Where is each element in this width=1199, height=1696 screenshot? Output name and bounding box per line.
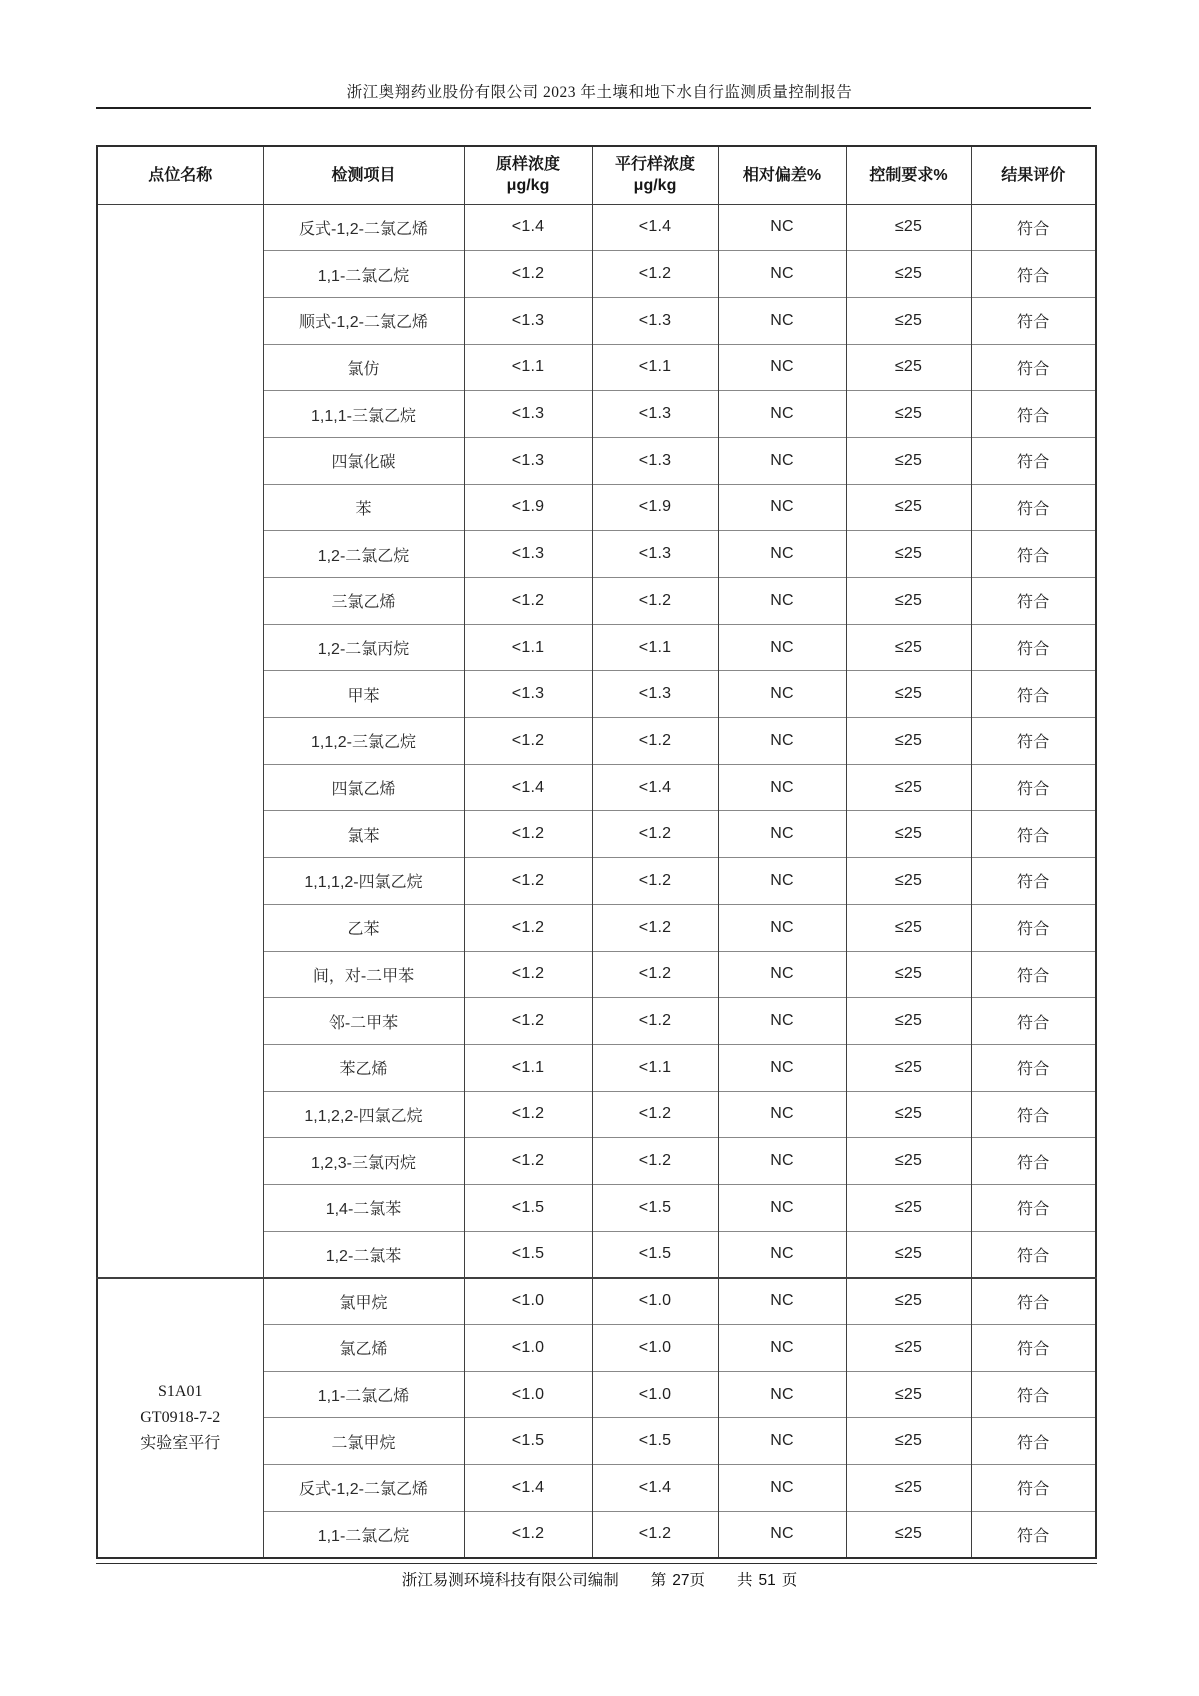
item-cell: 1,1,1-三氯乙烷 (263, 391, 464, 438)
parallel-concentration-cell: <1.0 (592, 1325, 718, 1372)
parallel-concentration-cell: <1.3 (592, 391, 718, 438)
original-concentration-cell: <1.3 (464, 531, 592, 578)
control-requirement-cell: ≤25 (846, 998, 971, 1045)
parallel-concentration-cell: <1.3 (592, 671, 718, 718)
control-requirement-cell: ≤25 (846, 764, 971, 811)
relative-deviation-cell: NC (718, 1044, 846, 1091)
parallel-concentration-cell: <1.3 (592, 437, 718, 484)
parallel-concentration-cell: <1.4 (592, 764, 718, 811)
relative-deviation-cell: NC (718, 1371, 846, 1418)
parallel-concentration-cell: <1.1 (592, 624, 718, 671)
parallel-concentration-cell: <1.1 (592, 344, 718, 391)
original-concentration-cell: <1.4 (464, 764, 592, 811)
col-header-control-requirement: 控制要求% (846, 146, 971, 204)
result-evaluation-cell: 符合 (971, 1044, 1096, 1091)
control-requirement-cell: ≤25 (846, 718, 971, 765)
control-requirement-cell: ≤25 (846, 1418, 971, 1465)
item-cell: 1,1-二氯乙烷 (263, 251, 464, 298)
col-header-point-name: 点位名称 (97, 146, 263, 204)
result-evaluation-cell: 符合 (971, 1465, 1096, 1512)
original-concentration-cell: <1.4 (464, 204, 592, 251)
original-concentration-cell: <1.3 (464, 297, 592, 344)
relative-deviation-cell: NC (718, 811, 846, 858)
footer-divider (96, 1563, 1097, 1564)
parallel-concentration-cell: <1.9 (592, 484, 718, 531)
item-cell: 1,1-二氯乙烷 (263, 1511, 464, 1558)
control-requirement-cell: ≤25 (846, 1278, 971, 1325)
item-cell: 氯乙烯 (263, 1325, 464, 1372)
footer-page-label: 第 (650, 1572, 667, 1589)
control-requirement-cell: ≤25 (846, 951, 971, 998)
original-concentration-cell: <1.2 (464, 998, 592, 1045)
result-evaluation-cell: 符合 (971, 578, 1096, 625)
relative-deviation-cell: NC (718, 484, 846, 531)
parallel-concentration-cell: <1.5 (592, 1231, 718, 1278)
parallel-concentration-cell: <1.4 (592, 1465, 718, 1512)
result-evaluation-cell: 符合 (971, 1231, 1096, 1278)
relative-deviation-cell: NC (718, 578, 846, 625)
footer-total-pages: 51 (758, 1572, 776, 1589)
control-requirement-cell: ≤25 (846, 437, 971, 484)
parallel-concentration-cell: <1.3 (592, 297, 718, 344)
parallel-concentration-cell: <1.2 (592, 1138, 718, 1185)
parallel-concentration-cell: <1.0 (592, 1278, 718, 1325)
item-cell: 间，对-二甲苯 (263, 951, 464, 998)
original-concentration-cell: <1.5 (464, 1418, 592, 1465)
footer-page-number: 27 (672, 1572, 690, 1589)
item-cell: 反式-1,2-二氯乙烯 (263, 204, 464, 251)
relative-deviation-cell: NC (718, 1138, 846, 1185)
parallel-concentration-cell: <1.4 (592, 204, 718, 251)
item-cell: 氯甲烷 (263, 1278, 464, 1325)
point-name-cell: S1A01 GT0918-7-2 实验室平行 (97, 1278, 263, 1558)
control-requirement-cell: ≤25 (846, 624, 971, 671)
col-header-original-concentration: 原样浓度 μg/kg (464, 146, 592, 204)
result-evaluation-cell: 符合 (971, 1325, 1096, 1372)
item-cell: 1,2,3-三氯丙烷 (263, 1138, 464, 1185)
result-evaluation-cell: 符合 (971, 998, 1096, 1045)
result-evaluation-cell: 符合 (971, 297, 1096, 344)
relative-deviation-cell: NC (718, 251, 846, 298)
qc-table-container (96, 145, 1097, 1559)
result-evaluation-cell: 符合 (971, 624, 1096, 671)
result-evaluation-cell: 符合 (971, 904, 1096, 951)
original-concentration-cell: <1.2 (464, 1138, 592, 1185)
result-evaluation-cell: 符合 (971, 204, 1096, 251)
relative-deviation-cell: NC (718, 1511, 846, 1558)
relative-deviation-cell: NC (718, 858, 846, 905)
result-evaluation-cell: 符合 (971, 437, 1096, 484)
result-evaluation-cell: 符合 (971, 1184, 1096, 1231)
result-evaluation-cell: 符合 (971, 1091, 1096, 1138)
parallel-concentration-cell: <1.3 (592, 531, 718, 578)
relative-deviation-cell: NC (718, 391, 846, 438)
control-requirement-cell: ≤25 (846, 251, 971, 298)
item-cell: 邻-二甲苯 (263, 998, 464, 1045)
parallel-concentration-cell: <1.2 (592, 1511, 718, 1558)
original-concentration-cell: <1.0 (464, 1371, 592, 1418)
parallel-concentration-cell: <1.2 (592, 811, 718, 858)
control-requirement-cell: ≤25 (846, 1091, 971, 1138)
original-concentration-cell: <1.1 (464, 344, 592, 391)
col-header-test-item: 检测项目 (263, 146, 464, 204)
result-evaluation-cell: 符合 (971, 1371, 1096, 1418)
original-concentration-cell: <1.2 (464, 251, 592, 298)
original-concentration-cell: <1.2 (464, 578, 592, 625)
original-concentration-cell: <1.2 (464, 951, 592, 998)
original-concentration-cell: <1.5 (464, 1184, 592, 1231)
parallel-concentration-cell: <1.0 (592, 1371, 718, 1418)
control-requirement-cell: ≤25 (846, 578, 971, 625)
original-concentration-cell: <1.2 (464, 858, 592, 905)
result-evaluation-cell: 符合 (971, 718, 1096, 765)
result-evaluation-cell: 符合 (971, 251, 1096, 298)
original-concentration-cell: <1.2 (464, 904, 592, 951)
result-evaluation-cell: 符合 (971, 344, 1096, 391)
parallel-concentration-cell: <1.2 (592, 951, 718, 998)
relative-deviation-cell: NC (718, 531, 846, 578)
item-cell: 三氯乙烯 (263, 578, 464, 625)
results-table (96, 145, 1097, 1559)
relative-deviation-cell: NC (718, 904, 846, 951)
item-cell: 乙苯 (263, 904, 464, 951)
item-cell: 顺式-1,2-二氯乙烯 (263, 297, 464, 344)
control-requirement-cell: ≤25 (846, 344, 971, 391)
item-cell: 甲苯 (263, 671, 464, 718)
control-requirement-cell: ≤25 (846, 1371, 971, 1418)
original-concentration-cell: <1.9 (464, 484, 592, 531)
control-requirement-cell: ≤25 (846, 1044, 971, 1091)
original-concentration-cell: <1.1 (464, 1044, 592, 1091)
result-evaluation-cell: 符合 (971, 951, 1096, 998)
title-divider (96, 107, 1091, 109)
item-cell: 1,1,2-三氯乙烷 (263, 718, 464, 765)
result-evaluation-cell: 符合 (971, 484, 1096, 531)
point-name-cell (97, 204, 263, 1278)
item-cell: 苯乙烯 (263, 1044, 464, 1091)
parallel-concentration-cell: <1.5 (592, 1418, 718, 1465)
original-concentration-cell: <1.2 (464, 811, 592, 858)
footer-prepared-by: 浙江易测环境科技有限公司编制 (401, 1572, 619, 1589)
table-row (97, 1278, 1096, 1325)
control-requirement-cell: ≤25 (846, 1231, 971, 1278)
result-evaluation-cell: 符合 (971, 1418, 1096, 1465)
parallel-concentration-cell: <1.2 (592, 1091, 718, 1138)
footer-page-unit: 页 (689, 1572, 705, 1589)
relative-deviation-cell: NC (718, 1231, 846, 1278)
footer-total-label: 共 (737, 1572, 753, 1589)
result-evaluation-cell: 符合 (971, 1278, 1096, 1325)
relative-deviation-cell: NC (718, 671, 846, 718)
result-evaluation-cell: 符合 (971, 1138, 1096, 1185)
item-cell: 1,4-二氯苯 (263, 1184, 464, 1231)
control-requirement-cell: ≤25 (846, 811, 971, 858)
item-cell: 1,2-二氯丙烷 (263, 624, 464, 671)
relative-deviation-cell: NC (718, 1325, 846, 1372)
parallel-concentration-cell: <1.2 (592, 998, 718, 1045)
control-requirement-cell: ≤25 (846, 297, 971, 344)
control-requirement-cell: ≤25 (846, 484, 971, 531)
item-cell: 四氯乙烯 (263, 764, 464, 811)
result-evaluation-cell: 符合 (971, 671, 1096, 718)
control-requirement-cell: ≤25 (846, 1325, 971, 1372)
page-title: 浙江奥翔药业股份有限公司 2023 年土壤和地下水自行监测质量控制报告 (346, 84, 853, 101)
relative-deviation-cell: NC (718, 437, 846, 484)
relative-deviation-cell: NC (718, 204, 846, 251)
relative-deviation-cell: NC (718, 1465, 846, 1512)
original-concentration-cell: <1.3 (464, 671, 592, 718)
parallel-concentration-cell: <1.2 (592, 904, 718, 951)
result-evaluation-cell: 符合 (971, 391, 1096, 438)
item-cell: 氯仿 (263, 344, 464, 391)
footer-total-unit: 页 (781, 1572, 798, 1589)
col-header-result-evaluation: 结果评价 (971, 146, 1096, 204)
original-concentration-cell: <1.2 (464, 1091, 592, 1138)
table-row (97, 204, 1096, 251)
relative-deviation-cell: NC (718, 297, 846, 344)
item-cell: 四氯化碳 (263, 437, 464, 484)
item-cell: 氯苯 (263, 811, 464, 858)
item-cell: 二氯甲烷 (263, 1418, 464, 1465)
table-body (97, 204, 1096, 1558)
item-cell: 1,2-二氯乙烷 (263, 531, 464, 578)
original-concentration-cell: <1.0 (464, 1278, 592, 1325)
relative-deviation-cell: NC (718, 718, 846, 765)
control-requirement-cell: ≤25 (846, 671, 971, 718)
col-header-relative-deviation: 相对偏差% (718, 146, 846, 204)
result-evaluation-cell: 符合 (971, 811, 1096, 858)
table-header-row (97, 146, 1096, 204)
control-requirement-cell: ≤25 (846, 391, 971, 438)
parallel-concentration-cell: <1.2 (592, 578, 718, 625)
relative-deviation-cell: NC (718, 764, 846, 811)
original-concentration-cell: <1.2 (464, 1511, 592, 1558)
relative-deviation-cell: NC (718, 1278, 846, 1325)
result-evaluation-cell: 符合 (971, 531, 1096, 578)
original-concentration-cell: <1.2 (464, 718, 592, 765)
item-cell: 1,1-二氯乙烯 (263, 1371, 464, 1418)
control-requirement-cell: ≤25 (846, 1465, 971, 1512)
original-concentration-cell: <1.0 (464, 1325, 592, 1372)
parallel-concentration-cell: <1.5 (592, 1184, 718, 1231)
control-requirement-cell: ≤25 (846, 858, 971, 905)
control-requirement-cell: ≤25 (846, 904, 971, 951)
parallel-concentration-cell: <1.2 (592, 858, 718, 905)
control-requirement-cell: ≤25 (846, 204, 971, 251)
relative-deviation-cell: NC (718, 344, 846, 391)
item-cell: 1,2-二氯苯 (263, 1231, 464, 1278)
parallel-concentration-cell: <1.2 (592, 718, 718, 765)
item-cell: 1,1,2,2-四氯乙烷 (263, 1091, 464, 1138)
relative-deviation-cell: NC (718, 1418, 846, 1465)
relative-deviation-cell: NC (718, 1091, 846, 1138)
original-concentration-cell: <1.4 (464, 1465, 592, 1512)
item-cell: 苯 (263, 484, 464, 531)
original-concentration-cell: <1.3 (464, 391, 592, 438)
result-evaluation-cell: 符合 (971, 858, 1096, 905)
item-cell: 1,1,1,2-四氯乙烷 (263, 858, 464, 905)
relative-deviation-cell: NC (718, 624, 846, 671)
result-evaluation-cell: 符合 (971, 764, 1096, 811)
original-concentration-cell: <1.5 (464, 1231, 592, 1278)
result-evaluation-cell: 符合 (971, 1511, 1096, 1558)
control-requirement-cell: ≤25 (846, 1138, 971, 1185)
relative-deviation-cell: NC (718, 951, 846, 998)
original-concentration-cell: <1.3 (464, 437, 592, 484)
control-requirement-cell: ≤25 (846, 1184, 971, 1231)
parallel-concentration-cell: <1.1 (592, 1044, 718, 1091)
control-requirement-cell: ≤25 (846, 1511, 971, 1558)
control-requirement-cell: ≤25 (846, 531, 971, 578)
parallel-concentration-cell: <1.2 (592, 251, 718, 298)
relative-deviation-cell: NC (718, 1184, 846, 1231)
relative-deviation-cell: NC (718, 998, 846, 1045)
original-concentration-cell: <1.1 (464, 624, 592, 671)
item-cell: 反式-1,2-二氯乙烯 (263, 1465, 464, 1512)
col-header-parallel-concentration: 平行样浓度 μg/kg (592, 146, 718, 204)
page-footer (0, 1570, 1199, 1592)
